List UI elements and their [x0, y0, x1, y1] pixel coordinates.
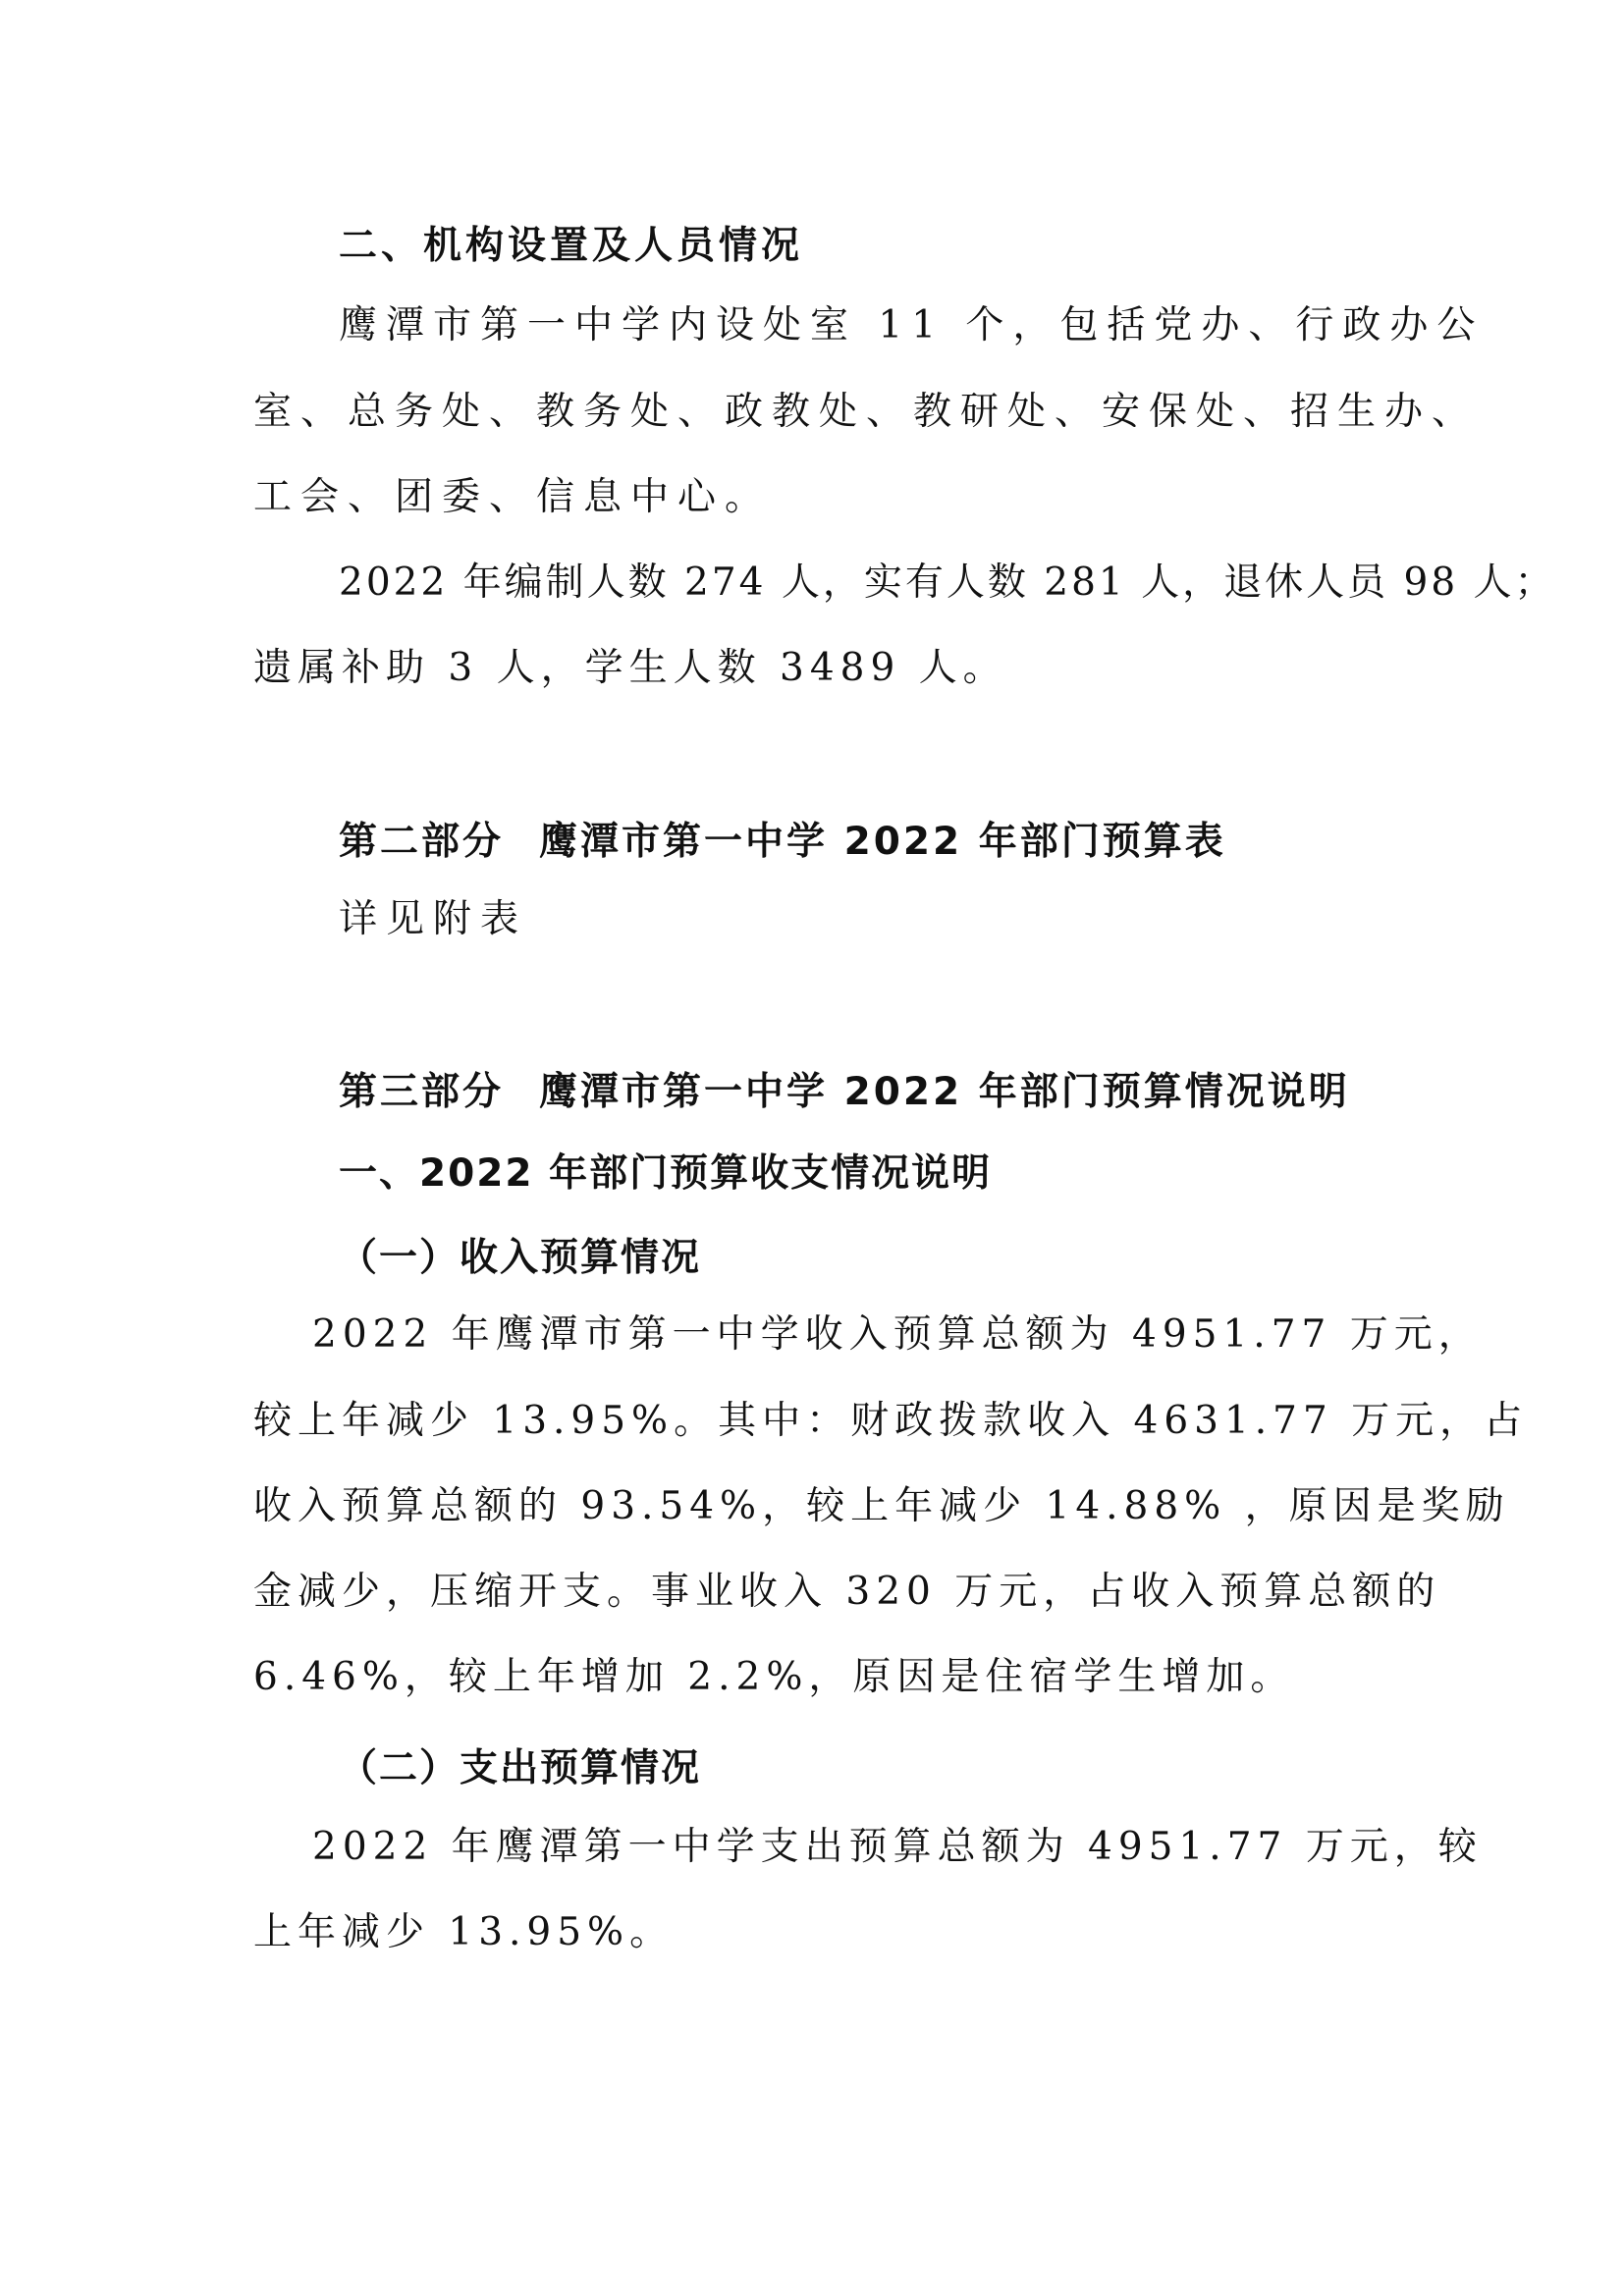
income-line-1: 2022 年鹰潭市第一中学收入预算总额为 4951.77 万元， — [312, 1312, 1483, 1357]
income-line-3: 收入预算总额的 93.54%，较上年减少 14.88% ，原因是奖励 — [253, 1484, 1510, 1528]
staff-paragraph-line-1: 2022 年编制人数 274 人，实有人数 281 人，退休人员 98 人； — [339, 561, 1556, 605]
part2-title: 鹰潭市第一中学 2022 年部门预算表 — [539, 820, 1226, 864]
org-paragraph-line-3: 工会、团委、信息中心。 — [253, 475, 773, 519]
part2-label: 第二部分 — [339, 820, 505, 864]
org-paragraph-line-2: 室、总务处、教务处、政教处、教研处、安保处、招生办、 — [253, 390, 1480, 434]
part3-title: 鹰潭市第一中学 2022 年部门预算情况说明 — [539, 1070, 1350, 1114]
org-paragraph-line-1: 鹰潭市第一中学内设处室 11 个，包括党办、行政办公 — [339, 303, 1485, 347]
income-line-2: 较上年减少 13.95%。其中：财政拨款收入 4631.77 万元，占 — [253, 1399, 1529, 1443]
part2-note: 详见附表 — [339, 897, 528, 941]
staff-paragraph-line-2: 遗属补助 3 人，学生人数 3489 人。 — [253, 646, 1007, 690]
expense-heading: （二）支出预算情况 — [339, 1746, 702, 1790]
income-heading: （一）收入预算情况 — [339, 1236, 702, 1280]
income-line-4: 金减少，压缩开支。事业收入 320 万元，占收入预算总额的 — [253, 1570, 1441, 1614]
expense-line-2: 上年减少 13.95%。 — [253, 1910, 675, 1954]
section-heading-org: 二、机构设置及人员情况 — [339, 224, 804, 268]
part3-section1-heading: 一、2022 年部门预算收支情况说明 — [339, 1151, 993, 1196]
expense-line-1: 2022 年鹰潭第一中学支出预算总额为 4951.77 万元，较 — [312, 1825, 1483, 1869]
part2-heading — [339, 820, 1226, 864]
income-line-5: 6.46%，较上年增加 2.2%，原因是住宿学生增加。 — [253, 1655, 1295, 1699]
part3-label: 第三部分 — [339, 1070, 505, 1114]
part3-heading — [339, 1070, 1350, 1114]
